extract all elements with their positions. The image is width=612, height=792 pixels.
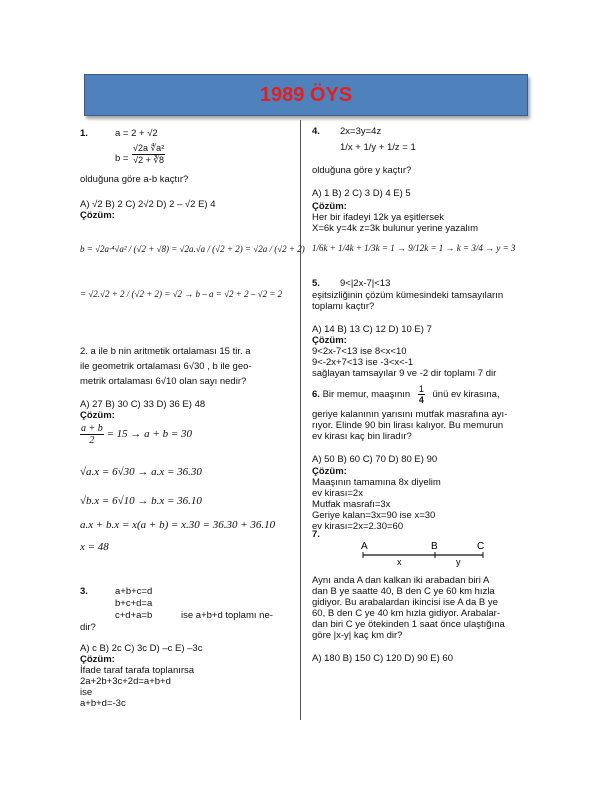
q2-step-5: x = 48 (80, 541, 109, 553)
q4-equation-2: 1/x + 1/y + 1/z = 1 (340, 142, 416, 153)
q4-step-3: 1/6k + 1/4k + 1/3k = 1 → 9/12k = 1 → k = 3/4 → y = 3 (312, 243, 516, 253)
q2-frac-numerator: a + b (81, 423, 103, 434)
q4-solution-label: Çözüm: (312, 201, 347, 212)
q6-line-1-end: ünü ev kirasına, (432, 389, 500, 401)
q7-label-x: x (397, 557, 402, 567)
q5-choices: A) 14 B) 13 C) 12 D) 10 E) 7 (312, 324, 432, 335)
q1-b-label: b = (115, 153, 129, 164)
page-title: 1989 ÖYS (259, 83, 353, 106)
q1-choices: A) √2 B) 2 C) 2√2 D) 2 – √2 E) 4 (80, 199, 216, 210)
column-divider (300, 120, 301, 720)
question-5 (312, 274, 527, 384)
q3-equation-1: a+b+c=d (115, 586, 153, 597)
q6-frac-numerator: 1 (418, 384, 424, 394)
q2-line-3: metrik ortalaması 6√10 olan sayı nedir? (80, 376, 247, 387)
q2-step-1: = 15 → a + b = 30 (106, 428, 193, 441)
q3-step-4: a+b+d=-3c (80, 698, 126, 709)
q3-question-tail-2: dir? (80, 622, 96, 633)
q6-line-4: ev kirası kaç bin liradır? (312, 431, 412, 442)
q7-point-b: B (431, 541, 438, 552)
question-6 (312, 384, 527, 532)
q6-step-1: Maaşının tamamına 8x diyelim (312, 477, 441, 488)
q5-step-3: sağlayan tamsayılar 9 ve -2 dir toplamı 7 dir (312, 368, 497, 379)
q2-choices: A) 27 B) 30 C) 33 D) 36 E) 48 (80, 399, 206, 410)
q1-solution-line-1: b = √2a·⁴√a² / (√2 + √8) = √2a.√a / (√2 + 2) = √2a / (√2 + 2) (80, 244, 305, 254)
q5-solution-label: Çözüm: (312, 335, 347, 346)
q6-line-1-start: Bir memur, maaşının (322, 389, 411, 401)
q3-choices: A) c B) 2c C) 3c D) –c E) –3c (80, 643, 203, 654)
q6-line-3: rıyor. Elinde 90 bin lirası kalıyor. Bu memurun (312, 420, 504, 431)
q6-solution-label: Çözüm: (312, 466, 347, 477)
q5-line-2: toplamı kaçtır? (312, 301, 375, 312)
q1-question: olduğuna göre a-b kaçtır? (80, 174, 189, 185)
question-3 (80, 586, 295, 726)
q2-solution-label: Çözüm: (80, 410, 115, 421)
q4-step-2: X=6k y=4k z=3k bulunur yerine yazalım (312, 223, 479, 234)
q2-step-4: a.x + b.x = x(a + b) = x.30 = 36.30 + 36.10 (80, 519, 276, 531)
q6-number: 6. (312, 389, 320, 401)
q4-choices: A) 1 B) 2 C) 3 D) 4 E) 5 (312, 188, 411, 199)
q2-frac-denominator: 2 (89, 435, 95, 446)
q6-step-3: Mutfak masrafı=3x (312, 499, 391, 510)
q7-line-1: Aynı anda A dan kalkan iki arabadan biri A (312, 575, 490, 586)
left-column (80, 126, 305, 726)
q4-step-1: Her bir ifadeyi 12k ya eşitlersek (312, 212, 444, 223)
q1-solution-label: Çözüm: (80, 210, 115, 221)
q6-frac-denominator: 4 (418, 395, 424, 405)
q7-route-diagram (357, 539, 497, 567)
q5-number: 5. (312, 278, 320, 289)
q4-equation-1: 2x=3y=4z (340, 126, 382, 137)
q6-step-5: ev kirası=2x=2.30=60 (312, 521, 404, 532)
question-7 (312, 529, 527, 669)
q7-line-5: dan biri C ye ötekinden 1 saat önce ulaştığına (312, 619, 505, 630)
q3-step-1: İfade taraf tarafa toplanırsa (80, 665, 195, 676)
q1-b-numerator: √2a ∜a² (133, 143, 165, 153)
q3-step-2: 2a+2b+3c+2d=a+b+d (80, 676, 171, 687)
q3-question-tail: ise a+b+d toplamı ne- (181, 610, 273, 621)
q2-step-2: √a.x = 6√30 → a.x = 36.30 (80, 466, 202, 478)
q2-fraction (80, 423, 192, 446)
q6-step-4: Geriye kalan=3x=90 ise x=30 (312, 510, 436, 521)
q5-line-1: eşitsizliğinin çözüm kümesindeki tamsayıların (312, 290, 504, 301)
q7-point-c: C (477, 541, 485, 552)
q3-step-3: ise (80, 687, 93, 698)
question-4 (312, 126, 527, 274)
q7-line-2: dan B ye saatte 40, B den C ye 60 km hızla (312, 586, 495, 597)
q7-line-4: 60, B den C ye 40 km hızla gidiyor. Arabalar- (312, 608, 500, 619)
q3-number: 3. (80, 586, 88, 597)
q1-b-fraction (132, 143, 165, 166)
q1-number: 1. (80, 128, 88, 139)
q6-line-1 (312, 384, 500, 405)
q2-step-3: √b.x = 6√10 → b.x = 36.10 (80, 495, 202, 507)
right-column (312, 126, 527, 669)
q4-question: olduğuna göre y kaçtır? (312, 165, 412, 176)
q7-line-3: gidiyor. Bu arabalardan ikincisi ise A da B ye (312, 597, 498, 608)
q5-inequality: 9<|2x-7|<13 (340, 278, 391, 289)
q1-solution-line-2: = √2.√2 + 2 / (√2 + 2) = √2 → b – a = √2 + 2 – √2 = 2 (80, 289, 283, 299)
q3-solution-label: Çözüm: (80, 654, 115, 665)
question-2 (80, 331, 295, 586)
q7-line-6: göre |x-y| kaç km dir? (312, 630, 403, 641)
q4-number: 4. (312, 126, 320, 137)
q6-choices: A) 50 B) 60 C) 70 D) 80 E) 90 (312, 454, 438, 465)
q3-equation-3: c+d+a=b (115, 610, 153, 621)
title-banner (84, 74, 528, 116)
q5-step-1: 9<2x-7<13 ise 8<x<10 (312, 346, 407, 357)
q6-fraction (418, 384, 425, 405)
q2-line-1: 2. a ile b nin aritmetik ortalaması 15 tir. a (80, 346, 251, 357)
q5-step-2: 9<-2x+7<13 ise -3<x<-1 (312, 357, 414, 368)
q7-label-y: y (456, 557, 461, 567)
q7-number: 7. (312, 529, 320, 540)
q7-point-a: A (361, 541, 368, 552)
question-1 (80, 126, 305, 331)
q6-step-2: ev kirası=2x (312, 488, 363, 499)
q1-a-definition: a = 2 + √2 (115, 128, 158, 139)
q6-line-2: geriye kalanının yarısını mutfak masrafına ayı- (312, 409, 508, 420)
q1-b-denominator: √2 + ∛8 (133, 155, 165, 165)
q7-choices: A) 180 B) 150 C) 120 D) 90 E) 60 (312, 653, 453, 664)
q3-equation-2: b+c+d=a (115, 598, 153, 609)
q2-line-2: ile geometrik ortalaması 6√30 , b ile geo- (80, 361, 252, 372)
